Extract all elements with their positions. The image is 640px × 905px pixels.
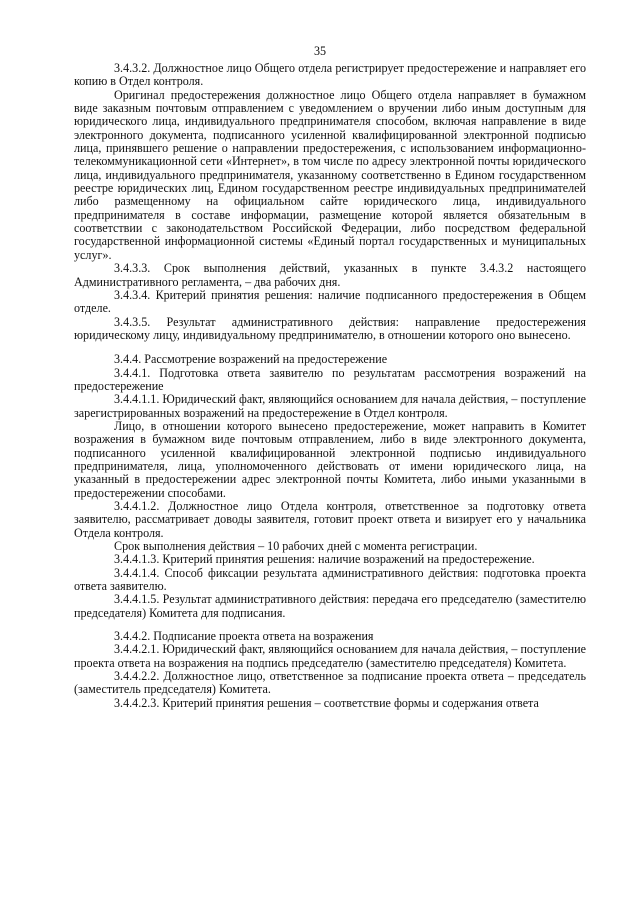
paragraph-3-4-3-3: 3.4.3.3. Срок выполнения действий, указанных в пункте 3.4.3.2 настоящего Административного регламента, – два рабочих дня. [74, 261, 586, 289]
paragraph-3-4-3-5: 3.4.3.5. Результат административного действия: направление предостережения юридическому лицу, индивидуальному предпринимателю, в отношении которого оно вынесено. [74, 314, 586, 342]
paragraph-3-4-3-4: 3.4.3.4. Критерий принятия решения: наличие подписанного предостережения в Общем отделе. [74, 287, 586, 316]
paragraph-3-4-4-1: 3.4.4.1. Подготовка ответа заявителю по результатам рассмотрения возражений на предостережение [74, 365, 586, 393]
paragraph-3-4-4-2-3: 3.4.4.2.3. Критерий принятия решения – соответствие формы и содержания ответа [114, 695, 539, 710]
paragraph-3-4-3-2: 3.4.3.2. Должностное лицо Общего отдела регистрирует предостережение и направляет его копию в Отдел контроля. [74, 61, 586, 89]
paragraph-3-4-4-2-1: 3.4.4.2.1. Юридический факт, являющийся основанием для начала действия, – поступление проекта ответа на возражения на подпись председателю (заместителю председателя) Комитета. [74, 642, 586, 670]
section-heading-3-4-4-2: 3.4.4.2. Подписание проекта ответа на возражения [114, 629, 374, 644]
paragraph-original-sending: Оригинал предостережения должностное лицо Общего отдела направляет в бумажном виде заказным почтовым отправлением с уведомлением о вручении либо иным доступным для юридического лица, индивидуального предпринимателя способом, включая направление в виде электронного документа, подписанного усиленной квалифицированной электронной подписью лица, принявшего решение о направлении предостережения, с использованием информационно-телекоммуникационной сети «Интернет», в том числе по адресу электронной почты юридического лица, индивидуального предпринимателя, указанному соответственно в Едином государственном реестре юридических лиц, Едином государственном реестре индивидуальных предпринимателей либо размещенному на официальном сайте юридического лица, индивидуального предпринимателя в составе информации, размещение которой является обязательным в соответствии с законодательством Российской Федерации, либо посредством федеральной государственной информационной системы «Единый портал государственных и муниципальных услуг». [74, 87, 586, 262]
paragraph-3-4-4-1-4: 3.4.4.1.4. Способ фиксации результата административного действия: подготовка проекта ответа заявителю. [74, 565, 586, 594]
paragraph-deadline: Срок выполнения действия – 10 рабочих дней с момента регистрации. [114, 539, 478, 554]
paragraph-3-4-4-1-5: 3.4.4.1.5. Результат административного действия: передача его председателю (заместителю председателя) Комитета для подписания. [74, 592, 586, 620]
document-body [74, 62, 586, 710]
section-heading-3-4-4: 3.4.4. Рассмотрение возражений на предостережение [114, 352, 388, 367]
paragraph-3-4-4-1-2: 3.4.4.1.2. Должностное лицо Отдела контроля, ответственное за подготовку ответа заявителю, рассматривает доводы заявителя, готовит проект ответа и визирует его у начальника Отдела контроля. [74, 499, 586, 540]
paragraph-3-4-4-1-3: 3.4.4.1.3. Критерий принятия решения: наличие возражений на предостережение. [114, 552, 535, 567]
paragraph-3-4-4-2-2: 3.4.4.2.2. Должностное лицо, ответственное за подписание проекта ответа – председатель (заместитель председателя) Комитета. [74, 669, 586, 697]
paragraph-objections-submission: Лицо, в отношении которого вынесено предостережение, может направить в Комитет возражения в бумажном виде почтовым отправлением, либо в виде электронного документа, подписанного усиленной квалифицированной электронной подписью индивидуального предпринимателя, лица, уполномоченного действовать от имени юридического лица, на указанный в предостережении адрес электронной почты Комитета, либо иными указанными в предостережении способами. [74, 418, 586, 500]
page-number: 35 [313, 44, 327, 58]
paragraph-3-4-4-1-1: 3.4.4.1.1. Юридический факт, являющийся основанием для начала действия, – поступление зарегистрированных возражений на предостережение в Отдел контроля. [74, 392, 586, 420]
